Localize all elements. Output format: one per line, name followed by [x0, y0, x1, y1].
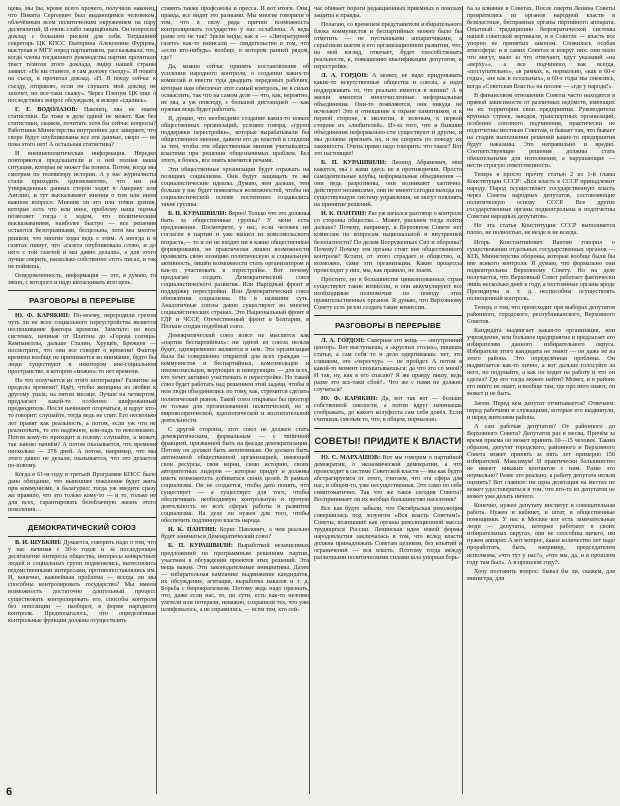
section-rule: [8, 309, 156, 310]
speaker-paragraph: [314, 73, 462, 158]
body-paragraph: [314, 6, 462, 20]
paragraph-text: Конечно, нужен депутату институт и совещательная работа. Нужен и кабинет, и штат, и общественные помощники. У нас в Москве вот есть замечательные люди — депутаты, которые работают в своих избирательных округах, они не способны ничего, им нужен аппарат. А вот вопрос, какое количество лет надо проработать, быть, например, председателем исполкома, «что тут у нас?», «что мы, да, и в прошлом году там был». А в прошлом году?..: [467, 503, 615, 566]
speaker-name: И. К. ПАНТИН:: [168, 527, 217, 534]
paragraph-text: Вот мы говорим о партийной демократии, о экономической демократии, а что происходит в системе Советской власти — мы как будто абстрагируемся от этого, считаем, что эта сфера для нас, в общем-то, уже несущественная. Это само по себе симптоматично. Так что же такое сегодня Советы? Воспринимает ли их вообще большинство населения?: [314, 454, 462, 503]
speaker-paragraph: [314, 211, 462, 274]
body-paragraph: [314, 277, 462, 312]
speaker-name: Ю. С. МАРХАШОВ:: [321, 454, 381, 461]
section-rule: [8, 290, 156, 291]
body-paragraph: [161, 427, 309, 526]
paragraph-text: Эти общественные организации будут отражать на позициях социализма. Они будут защищать те же социалистические идеалы. Думаю, чем дальше, тем больше у нас будет появляться возможностей, чтобы на социалистической основе постепенно создавались такие группы.: [161, 167, 309, 209]
body-paragraph: [161, 333, 309, 425]
paragraph-text: ставить также профсоюзы и пресса. И вот итоги. Они, правда, все видят это разными. Мы многие говорили о том, что в силу ряда причин возможность контролировать государство у нас ослаблена. А ведь разве это не так? Зрели виды, как в — «Литературной газете» как-то написали — свидетельство в том, что «если кто-нибудь» вообще, в котором ранней рядом, где?: [161, 6, 309, 62]
section-rule: [314, 451, 462, 452]
speaker-paragraph: [314, 396, 462, 424]
paragraph-text: Но эта статья Конституции СССР выполняется плохо, не полностью, не везде и не всегда.: [467, 223, 615, 237]
speaker-paragraph: [161, 527, 309, 541]
body-paragraph: [8, 378, 156, 470]
speaker-paragraph: [8, 540, 156, 625]
body-paragraph: [467, 240, 615, 303]
speaker-paragraph: [314, 160, 462, 209]
paragraph-text: Теперь я просто прочту статью 2 из 1-й главы Конституции СССР: «Вся власть в СССР принадлежит народу. Народ осуществляет государственную власть через Советы народных депутатов, составляющие политическую основу СССР. Все другие государственные органы подконтрольны и подотчетны Советам народных депутатов».: [467, 172, 615, 221]
speaker-name: Ю. Ф. КАРЯКИН:: [15, 312, 70, 319]
paragraph-text: щева, мы бы, кроме всего прочего, получили наконец, что Никита Сергеевич был выдающимся человеком, облечённым всем политическим окружением на пару десятилетий, И очень слабо защищённым. Он попросил доклад с большим риском для себя. Тогдашний секретарь ЦК КПСС Екатерина Алексеевна Фурцева, выступая в МГУ перед партактивом, рассказывала, что, когда члены тогдашнего руководства партии прочитали текст тезисов этого доклада, лидер нашей страны заявил: «Не вы станете, я сам доложу съезду». И пошёл на съезд, и прочитал доклад. «Н. Я поеду сейчас к съезду, отправлю, если он слушать мой доклад не захочет, но все-таки скажу». Через Пленум ЦК еще о последствиях вопрос обсуждали, и вскоре «сдались».: [8, 6, 156, 104]
body-paragraph: [161, 116, 309, 165]
section-rule: [314, 315, 462, 316]
paragraph-text: Борис Павлович, а чем реально будет заниматься Демократический союз?: [161, 527, 309, 541]
column-divider: [156, 6, 157, 794]
paragraph-text: Хочу поставить вопрос: бывал бы ли, скажем, для министра, для: [467, 568, 615, 582]
body-paragraph: [8, 472, 156, 514]
body-paragraph: [467, 569, 615, 583]
body-paragraph: [467, 401, 615, 422]
paragraph-text: Я, думаю, что необходимо создание каких-то новых общественных организаций, условно говоря, «групп поддержки перестройки», которые вырабатывали бы общественное мнение, давили его до властей и следили за тем, чтобы эти общественные мнения учитывались властями при решении общезначимых проблем. Без этого, я боюсь, все опять кончится речами.: [161, 115, 309, 164]
paragraph-text: В финансовом отношении Советы часто находятся в прямой зависимости от различных ведомств, имеющих на их территории свои предприятия. Руководители крупных строек, заводов, транспортных организаций, особенно союзного подчинения, практически не подотчетны местным Советам, и бывает так, что бывает на стадии выполнения решений какие-то предприятия будут наказаны. Это неправильно и вредно. Соответствующие решения должны стать обязательными для исполнения, а нарушающие — нести строгую ответственность.: [467, 92, 615, 170]
speaker-name: Г. Г. ВОДОЛАЗОВ:: [15, 106, 78, 113]
paragraph-text: ба за влияние в Советах. После смерти Ленина Советы превратились из органов народной власти в безвластные, бесправные органы партийного аппарата. Опытный традиционно бюрократической системы нашей советской вертикали, и в Советах — власть все упорно ее принятых законом. Сложилась особая атмосфера: и в самих Советах и вокруг них: они мало что могут, мало за что отвечают, вдут указаний «на «верху»», а все подчинено, как всегда, «поступательно», «в рамках, к, нормально, «как в 60-е годы», «не как в остальных», в 60-е годы мы смеялись, когда «Советская Власть» на посеве — «где у народа?».: [467, 6, 615, 90]
speaker-name: И. К. ПАНТИН:: [321, 211, 367, 218]
paragraph-text: С другой стороны, этот союз не должен стать демократическим, формальным — с типичной фракцией, призванной быть на фасаде демократизации. Потому он должен быть автономным. Он должен быть автономной общественной организацией, имеющей свои ресурсы, свои корни, свою историю, своих авторитетных лидеров — которые придут и должны иметь возможность добиваться своих целей. В рамках социализма. Он не создается, чтобы дать понять, что существует — а существует для того, чтобы обеспечивать необходимую контрольную и прочую деятельность во всех сферах работы и развития социализма. На деле он нужен для того, чтобы обеспечить подлинную власть народа.: [161, 426, 309, 525]
text-column-2: [161, 6, 309, 796]
paragraph-text: Демократический союз вовсе не мыслится как «партия беспартийных»: ни одной из союза нельзя будет, одновременно являются в нем. Эта организация была бы совершенно открытой для всех граждан — коммунистов и беспартийных, комсомольцев и некомсомольцев, верующих и неверующих — для всех, кто хочет активно участвовать в перестройке. Но такой союз будет работать над решением этой задачи, чтобы в нем люди объединились по тому, как, стремится сделать политический рынок. Такой союз открывал бы простор не только для организованной политической, но и мировоззренческой, идеологической и воспитательной деятельности.: [161, 333, 309, 424]
speaker-name: Л. А. ГОРДОН:: [321, 73, 369, 80]
body-paragraph: [8, 6, 156, 105]
paragraph-text: час обивает пороги редакционных приемных в поисках защиты и правды.: [314, 6, 462, 20]
paragraph-text: И внешнеполитическая информация. Нередко повторяются предсказатели и о ней полная наша ситуация, которая не может бы понята. Потом, когда мы смотрим по телевизору истории. А у нас журналисты стали приходить одномоментно, что им на утвержденных данных сторон ходят в Америку или Англию, и тут высказывают мнения о том или ином важном вопросе. Мнения ли это или точки зрения, которые есть что или иное, проблему наша оценка позволяет тогда с ходом, что политическим высказываниям, наиболее быстро — все решения остаются безотрывными, бесцельны, хотя мы многое решили, что многие ходы ведь с этим. А иногда и в газетах пишут, что «газета опубликовала слово, и до него с той газетой и мы давно делали», а для этого лучше сверить, насколько собственно «тот» писал, и так не поймешь.: [8, 150, 156, 270]
paragraph-text: Кандидата выдвигает какая-то организация, или учреждение, или большое предприятие и предлагает его избирателям данного избирательного округа. Избиратели этого кандидата не знают — он даже не из этого района. Это определённая проблема. Он выдвигается как-то лично, а вот дальше голосуйте за него, но подумайте, а как он ходит на работу и что он сделал? Где его тогда можно найти? Может, и в районе его никто не знает, и вообще там, где про него знают, он может и не быть.: [467, 328, 615, 398]
paragraph-text: Теперь о том, что происходит при выборах депутатов районного, городского, республиканского, Верховного Советов.: [467, 304, 615, 326]
paragraph-text: А может, не надо придумывать какие-то искусственные общества и союзы, а надо поддерживать то, что реально имеется в жизни? А в жизни имеются многочисленные неформальные объединения. Они-то появляются, они никуда не исчезают! Это и отношение к охране памятников, и к первой стороне, в экологии, в зеленым, к первой стороне их «любителей». Из-за того, что и бывшие объединения неформально-сти существуют и другие, и мы должны признать их, и не спорить по поводу их законности. Очень прямо надо говорить: что такое? Вот это настоящее!: [314, 73, 462, 157]
paragraph-text: А сам рабочая депутатов? От районного до Верховного Совета? Депутатов раз в месяц. Причём за время приема он может принять 10—15 человек. Таким образом, депутат городского, районного и Верховного Совета может принять за пять лет примерно 150 избирателей. Максимум! И практически большинство не имеют никаких контактов с ним. Разве это нормально? Разве это реально, а работу депутата нельзя оценить? Вот главное: ни одна делегация на местах не может удостовериться в том, что кто-то из депутатов не может уже делать ничего.: [467, 423, 615, 501]
text-column-4: [467, 6, 615, 796]
paragraph-text: Да, можно сейчас принять постановление об усилении народного контроля, о создании каких-то комиссий и ввести туда двадцать передовых рабочих, которые нам обеспечат этот самый контроль, не в силах осмыслить, так что на самом деле — что, как, вероятно, не мы, а уж повсюду, с большой дистанцией — как нужная вещь будет работать.: [161, 64, 309, 113]
body-paragraph: [314, 22, 462, 71]
paragraph-text: Игорь Константинович Пантин говорил о существовании отдельных государственных органов — КГБ, Министерства обороны, которые вообще были бы вне всякого контроля. Я думаю, что формально они подконтрольны Верховному Совету. Но на деле получается, что Верховный Совет работает фактически лишь несколько дней в году, а постоянные органы вроде Президиума и т. д. неспособны осуществлять полноценный контроль.: [467, 239, 615, 302]
page-number: 6: [6, 786, 13, 798]
body-paragraph: [8, 273, 156, 287]
paragraph-text: Выработкой независимых предложений по программным решениям партии, участием в обсуждении проектов этих решений. Эта вещь важна. Эти законодательные инициативы. Далее — избирательная кампания: выдвижение кандидатов, их обсуждение, агитация, выработка наказов и т. д. Борьба с бюрократизмом. Потому ведь надо признать, что, даже если нас, то, по сути, есть как-то неловко улетели или потеряли, неважно, сохранили тех, что уже шлифовалось, а не справились, — всем тем, кто сей-: [161, 543, 309, 613]
body-paragraph: [161, 167, 309, 209]
body-paragraph: [467, 223, 615, 237]
speaker-paragraph: [8, 107, 156, 149]
section-heading: РАЗГОВОРЫ В ПЕРЕРЫВЕ: [335, 320, 441, 330]
section-rule: [314, 334, 462, 335]
body-paragraph: [8, 151, 156, 271]
body-paragraph: [467, 172, 615, 221]
speaker-paragraph: [314, 338, 462, 394]
speaker-name: Л. А. ГОРДОН:: [321, 337, 365, 344]
section-headline: СОВЕТЫ! ПРИДИТЕ К ВЛАСТИ: [314, 434, 462, 446]
section-rule: [314, 428, 462, 429]
body-paragraph: [467, 93, 615, 171]
body-paragraph: [161, 6, 309, 62]
section-rule: [8, 517, 156, 518]
column-divider: [309, 6, 310, 794]
section-heading: РАЗГОВОРЫ В ПЕРЕРЫВЕ: [29, 295, 135, 305]
speaker-name: Б. П. КУРАШВИЛИ:: [168, 211, 227, 218]
speaker-paragraph: [314, 455, 462, 504]
paragraph-text: Но что получается из этого интеграции? Развитие за пределы времени? Идёт, чтобы женщина из любви к другому ушла, на пятом месяце. Лучше на четвертом, предлагает какой-то особенно шифрованный предводитель. После начинают огорчаться, и вдруг кто-то говорит: слушайте, тогда ведь не спит. Его несколько лет правят как реальность, а потом, если уж что не реализовать, то это надёжное, или-надь то невозможно. Потом кому-то приходит в голову: слушайте, а может, так заново начнём? А потом оказывается, что времени нисколько — 278 дней. А потом, например, что мы этого давно не делали, оказывается, что это делается по-новому.: [8, 378, 156, 469]
body-paragraph: [467, 424, 615, 502]
speaker-name: Б. П. КУРАШВИЛИ:: [168, 543, 233, 550]
paragraph-text: По-моему, переродили грехом чуть ли не всех социального переустройства является неспешивание фактора времени. Заметьте: во всех системах, начиная от Платона до «Города солнца» Кампанеллы, дальше Сталин, Хрущёв, Брежнев — посмотрите, что они все говорят о времени! Фактор времени вообще не принимается во внимание, будто бы люди существуют в некотором вне-социальном пространстве, в котором «можно» то нет времени.: [8, 312, 156, 376]
speaker-paragraph: [8, 313, 156, 376]
speaker-name: Б. П. КУРАШВИЛИ:: [321, 159, 387, 166]
body-paragraph: [467, 328, 615, 398]
paragraph-text: Скверная это вещь — «внутренний цензор». Вот выступаешь, а «круглых столах», пишешь статьи, а сам себя то и дело одергиваешь: нет, это слишком, это «чересчур» — не пройдет. А потом в какой-то момент спохватываешься: да что это со мной? И так, ну, как я его спасаю? Я же правду пишу, ведь разве это все-таки сбой?.. Что же с нами не должно случаться?: [314, 337, 462, 394]
paragraph-text: Все как будто забыли, что Октябрьская революция совершилась под лозунгом «Вся власть Советам!». Советы, возникшие как органы революционной массы трудящихся России. Ленинская идея новой формы народовластия заключалась в том, что вслед власти должна принадлежать Советам целиком, без изъятий и ограничений — вся власть. Поэтому тогда между различными политическими силами шла упорная борь-: [314, 505, 462, 562]
paragraph-text: Леонид Абрамович, мне кажется, мы с вами здесь не в противоречии. Просто самодеятельные клубы, неформальные объединения — они ведь разрознены, они возникают хаотично, действуют независимо, они не имеют сегодня выхода на существующую систему управления, не могут повлиять на принятие решений.: [314, 159, 462, 209]
text-column-3: [314, 6, 462, 796]
paragraph-text: Затем. Перед кем депутат отчитывается? Отвечаем: перед рабочими и служащими, которые его выдвинули, и перед жителями района.: [467, 400, 615, 421]
column-divider: [462, 6, 463, 794]
body-paragraph: [161, 64, 309, 113]
paragraph-text: Наконец, мы не знаем статистики. Ее тоже в деле одной не может. Как без статистики, скажем, почитать хотя бы сейчас вопросы? Работники Министерства внутренних дел заверяют, что скоро будут опубликованы все эти данные, скоро — но пока этого нет! А остальная статистика?: [8, 106, 156, 148]
section-rule: [8, 536, 156, 537]
body-paragraph: [467, 503, 615, 566]
speaker-paragraph: [161, 543, 309, 613]
paragraph-text: Когда в 61-м году в третьей Программе КПСС было дано обещание, что нынешнее поколение будет жить при коммунизме, я балагурил: тогда уж введите сразу же правило, что это только кому-то — и то, только не для всех, гарантировать безоблачную жизнь этого поколения…: [8, 471, 156, 514]
section-heading: ДЕМОКРАТИЧЕСКИЙ СОЮЗ: [27, 523, 137, 533]
paragraph-text: Простите, но в большинстве цивилизованных стран существуют такие комиссии, и они аккумулируют все необходимые полномочия по поводу этих правительственных органов. Я думаю, что Верховному Совету есть резон создать такие комиссии.: [314, 276, 462, 311]
paragraph-text: Раз уж начался разговор о контроле со стороны общества… Может, рискнем тогда пойти дальше? Почему, например, в Верховном Совете нет комиссии по вопросам национальной и внутренней безопасности? По делам Вооруженных Сил и обороны? Почему? Почему эти органы стоят вне общественного контроля? Кстати, от этого страдает и общество, и, возможно, сами эти организации. Какие процессы происходят у них, мы, как правило, не знаем.: [314, 211, 462, 274]
body-paragraph: [467, 305, 615, 326]
paragraph-text: Да, вот так вот — больше собственной смелости, а потом вдруг начинаешь соображать, до какого колуфоста сам себя довёл. Если считаешь смелым то, что, в общем, нормально.: [314, 396, 462, 424]
paragraph-text: Думается, говорить надо о том, что у нас начиная с 30-х годов и за последующее десятилетие интересы общества, интересы конкретных людей и социальных групп подменялись, вытеснялись ведомственными интересами, противопоставлялись им. И, конечно, важнейшая проблема — всегда ли мы способны контролировать государство? Мы имеем возможность достаточно длительный процесс существовать контролировать его, способы контроля без оппозиции — наоборот, в форме народного контроля. Предполагалось, что определённые контрольные функции должны осуществлять: [8, 540, 156, 624]
body-paragraph: [467, 6, 615, 91]
paragraph-text: Верно! Только что это должны быть за общественные группы? У меня есть предложение. Посмотрите, у нас, если человек не согласен в партии и уже вышел из комсомольского возраста,— то и он не входит ни в какие общественные формирования, не практически лишен возможности проявлять свою позицию политическую и социальную активность, лишён возможности стать организатором и как-то участвовать в перестройке. Вот почему предлагаю создать Демократический союз социалистического развития. Или Народный фронт в поддержку перестройки. Или Демократический союз обновления социализма. Не в названии суть. Аналогичные союзы давно существуют во многих социалистических странах. Это Национальный фронт в ГДР и ЧССР, Отечественный фронт в Болгарии, в Польше создан подобный союз.: [161, 211, 309, 331]
text-column-1: [8, 6, 156, 796]
paragraph-text: Осведомленность, информация — это, я думаю, то звено, с которого и надо вытаскивать всю цепь.: [8, 272, 156, 286]
speaker-paragraph: [161, 211, 309, 331]
speaker-name: Ю. Ф. КАРЯКИН:: [321, 396, 378, 403]
paragraph-text: Полагаю, со временем представители избирательного блока коммунистов и беспартийных можно было бы отметить — не пустышками аппаратчиками, а серьёзным шагом в его организационном развитии, что, на мой взгляд, отвечает, будет способствовать реальности, к, повышению квалификации депутатов, к перестройке.: [314, 22, 462, 71]
speaker-name: В. И. ШУБКИН:: [15, 540, 62, 547]
body-paragraph: [314, 506, 462, 562]
